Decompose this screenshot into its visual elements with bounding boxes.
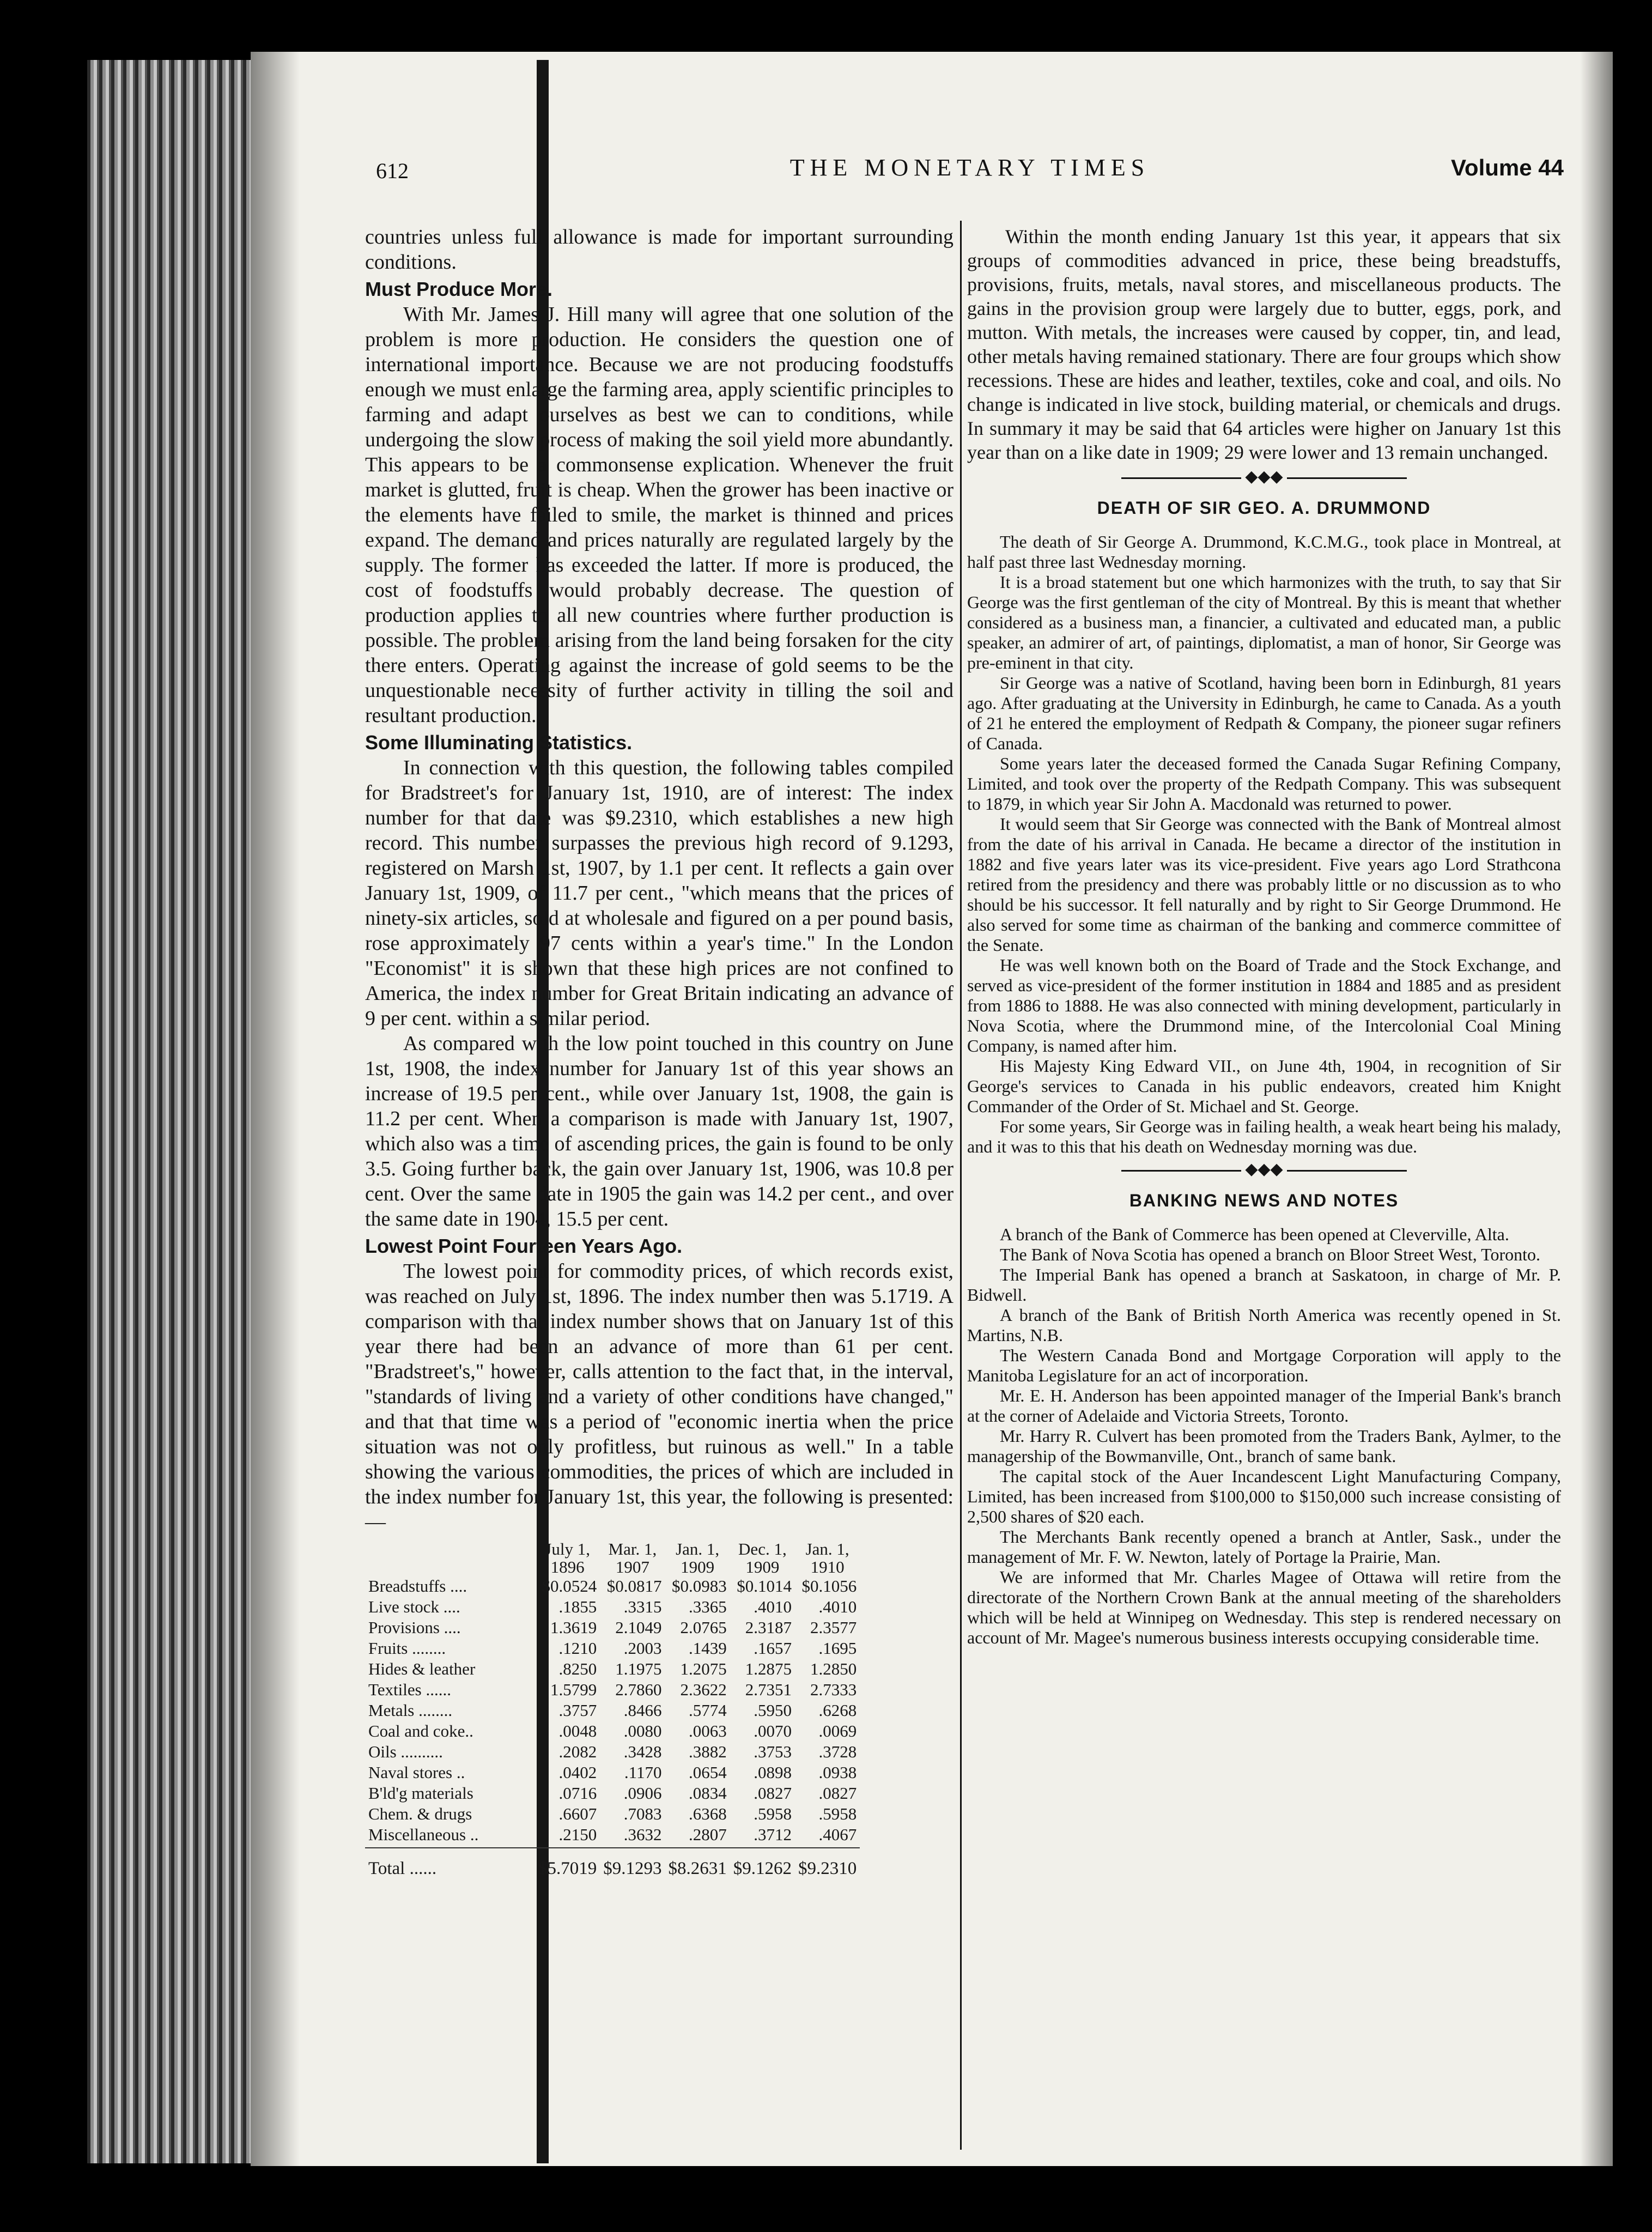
paragraph: The capital stock of the Auer Incandescent Light Manufacturing Company, Limited, has been increased from $100,000 to $150,000 such increase consisting of 2,500 shares of $20 each. — [967, 1466, 1561, 1526]
table-cell: 1.3619 — [550, 1618, 597, 1637]
table-cell: .2150 — [558, 1825, 597, 1844]
paragraph: Mr. E. H. Anderson has been appointed manager of the Imperial Bank's branch at the corner of Adelaide and Victoria Streets, Toronto. — [967, 1386, 1561, 1426]
paragraph: Within the month ending January 1st this year, it appears that six groups of commodities advanced in price, these being breadstuffs, provisions, fruits, metals, naval stores, and miscellaneous products. The gains in the provision group were largely due to butter, eggs, pork, and mutton. With metals, the increases were caused by copper, tin, and lead, other metals having remained stationary. There are four groups which show recessions. These are hides and leather, textiles, coke and coal, and oils. No change is indicated in live stock, building material, or chemicals and drugs. In summary it may be said that 64 articles were higher on January 1st this year than on a like date in 1909; 29 were lower and 13 remain unchanged. — [967, 226, 1561, 463]
ornament-divider: ◆◆◆ — [967, 468, 1561, 486]
row-label: Textiles ...... — [368, 1680, 451, 1699]
table-cell: .2003 — [623, 1639, 662, 1658]
table-cell: .0402 — [558, 1763, 597, 1782]
journal-title: THE MONETARY TIMES — [789, 154, 1150, 181]
table-row — [365, 1783, 860, 1804]
paragraph: It would seem that Sir George was connected with the Bank of Montreal almost from the date of his arrival in Canada. He became a director of the institution in 1882 and five years later was its vice-president. Five years ago Lord Strathcona retired from the presidency and there was probably little or no discussion as to who should be his successor. It fell naturally and by right to Sir George Drummond. He also served for some time as chairman of the banking and commerce committee of the Senate. — [967, 814, 1561, 955]
table-cell: .3315 — [623, 1597, 662, 1616]
volume-label: Volume 44 — [1451, 155, 1564, 180]
table-cell: .3753 — [754, 1742, 792, 1761]
table-cell: .5774 — [689, 1701, 727, 1720]
table-cell: $0.0983 — [672, 1576, 727, 1596]
table-cell: .2082 — [558, 1742, 597, 1761]
table-cell: .0938 — [818, 1763, 857, 1782]
section-heading-death: DEATH OF SIR GEO. A. DRUMMOND — [1097, 498, 1431, 518]
table-cell: .7083 — [623, 1804, 662, 1823]
table-cell: .6607 — [558, 1804, 597, 1823]
table-cell: .1695 — [818, 1639, 857, 1658]
table-cell: .0827 — [818, 1784, 857, 1803]
paragraph: Some years later the deceased formed the Canada Sugar Refining Company, Limited, and took over the property of the Redpath Company. This was subsequent to 1879, in which year Sir John A. Macdonald was returned to power. — [967, 754, 1561, 814]
row-label: Miscellaneous .. — [368, 1825, 479, 1844]
paragraph: Mr. Harry R. Culvert has been promoted from the Traders Bank, Aylmer, to the managership of the Bowmanville, Ont., branch of same bank. — [967, 1426, 1561, 1466]
row-label: Hides & leather — [368, 1659, 476, 1678]
table-cell: .0898 — [754, 1763, 792, 1782]
table-row — [365, 1679, 860, 1700]
left-column — [365, 225, 953, 1879]
table-cell: .1855 — [558, 1597, 597, 1616]
table-cell: 1.2075 — [680, 1659, 727, 1678]
table-cell: .6268 — [818, 1701, 857, 1720]
paragraph: We are informed that Mr. Charles Magee of Ottawa will retire from the directorate of the Northern Crown Bank at the annual meeting of the shareholders which will be held at Winnipeg on Wednesday. This step is rendered necessary on account of Mr. Magee's numerous business interests occupying considerable time. — [967, 1567, 1561, 1647]
table-row — [365, 1742, 860, 1762]
table-cell: .1439 — [689, 1639, 727, 1658]
paragraph: Sir George was a native of Scotland, having been born in Edinburgh, 81 years ago. After graduating at the University in Edinburgh, he came to Canada. As a youth of 21 he entered the employment of Redpath & Company, the pioneer sugar refiners of Canada. — [967, 673, 1561, 753]
paragraph: The death of Sir George A. Drummond, K.C.M.G., took place in Montreal, at half past three last Wednesday morning. — [967, 532, 1561, 572]
paragraph: A branch of the Bank of British North America was recently opened in St. Martins, N.B. — [967, 1305, 1561, 1345]
table-cell: .3712 — [754, 1825, 792, 1844]
subheading: Lowest Point Fourteen Years Ago. — [365, 1235, 683, 1257]
table-cell: 2.3577 — [810, 1618, 857, 1637]
table-cell: 1.2875 — [745, 1659, 792, 1678]
table-row — [365, 1762, 860, 1783]
film-mark — [1569, 0, 1584, 32]
table-cell: $0.0817 — [606, 1576, 662, 1596]
paragraph: As compared with the low point touched in this country on June 1st, 1908, the index number for January 1st of this year shows an increase of 19.5 per cent., while over January 1st, 1908, the gain is 11.2 per cent. When a comparison is made with January 1st, 1907, which also was a time of ascending prices, the gain is found to be only 3.5. Going further back, the gain over January 1st, 1906, was 10.8 per cent. Over the same date in 1905 the gain was 14.2 per cent., and over the same date in 1904, 15.5 per cent. — [365, 1032, 953, 1230]
paragraph: The Imperial Bank has opened a branch at Saskatoon, in charge of Mr. P. Bidwell. — [967, 1265, 1561, 1305]
table-cell: .2807 — [689, 1825, 727, 1844]
page-header — [376, 153, 1564, 191]
death-article — [967, 532, 1561, 1157]
table-cell: .3365 — [689, 1597, 727, 1616]
table-cell: .3757 — [558, 1701, 597, 1720]
table-row — [365, 1721, 860, 1742]
paragraph: His Majesty King Edward VII., on June 4th, 1904, in recognition of Sir George's services to Canada in his public endeavors, created him Knight Commander of the Order of St. Michael and St. George. — [967, 1056, 1561, 1116]
subheading: Some Illuminating Statistics. — [365, 731, 633, 754]
table-cell: 2.7333 — [810, 1680, 857, 1699]
table-cell: .3882 — [689, 1742, 727, 1761]
section-heading-banking: BANKING NEWS AND NOTES — [1129, 1191, 1399, 1210]
row-label: Total ...... — [368, 1859, 437, 1878]
table-cell: .8466 — [623, 1701, 662, 1720]
table-cell: $0.1056 — [801, 1576, 857, 1596]
paragraph: The Bank of Nova Scotia has opened a branch on Bloor Street West, Toronto. — [1000, 1245, 1540, 1264]
commodity-index-table — [365, 1540, 860, 1879]
table-cell: .6368 — [689, 1804, 727, 1823]
row-label: Chem. & drugs — [368, 1804, 472, 1823]
table-cell: .5958 — [818, 1804, 857, 1823]
table-row — [365, 1638, 860, 1659]
table-cell: .5958 — [754, 1804, 792, 1823]
table-cell: .8250 — [558, 1659, 597, 1678]
table-row — [365, 1597, 860, 1617]
table-cell: $9.1293 — [603, 1859, 662, 1878]
table-row — [365, 1576, 860, 1597]
table-header-cell: Jan. 1, 1910 — [805, 1539, 849, 1576]
paragraph: The lowest point for commodity prices, of which records exist, was reached on July 1st, 1896. The index number then was 5.1719. A comparison with that index number shows that on January 1st of this year there had been an advance of more than 61 per cent. "Bradstreet's," however, calls attention to the fact that, in the interval, "standards of living and a variety of other conditions have changed," and that that time was a period of "economic inertia when the price situation was not only profitless, but ruinous as well." In a table showing the various commodities, the prices of which are included in the index number for January 1st, this year, the following is presented:— — [365, 1260, 953, 1533]
table-header-cell: July 1, 1896 — [545, 1539, 590, 1576]
table-cell: 2.3622 — [680, 1680, 727, 1699]
row-label: Naval stores .. — [368, 1763, 465, 1782]
right-column — [967, 225, 1561, 1648]
paragraph: With Mr. James J. Hill many will agree that one solution of the problem is more production. He considers the question one of international importance. Because we are not producing foodstuffs enough we must enlarge the farming area, apply scientific principles to farming and adapt ourselves as best we can to conditions, while undergoing the slow process of making the soil yield more abundantly. This appears to be a commonsense explication. Whenever the fruit market is glutted, fruit is cheap. When the grower has been inactive or the elements have failed to smile, the market is thinned and prices expand. The demand and prices naturally are regulated largely by the supply. The former has exceeded the latter. If more is produced, the cost of foodstuffs would probably decrease. The question of production applies to all new countries where further production is possible. The problem arising from the land being forsaken for the city there enters. Operating against the increase of gold seems to be the unquestionable necessity of further activity in tilling the soil and resultant production. — [365, 303, 953, 727]
row-label: Breadstuffs .... — [368, 1576, 467, 1596]
table-cell: .1210 — [558, 1639, 597, 1658]
book-spine-edge — [87, 60, 256, 2163]
table-row — [365, 1804, 860, 1824]
table-cell: .4010 — [754, 1597, 792, 1616]
subheading: Must Produce More. — [365, 278, 553, 300]
table-body — [365, 1576, 860, 1879]
table-cell: .1170 — [624, 1763, 662, 1782]
banking-notes — [967, 1224, 1561, 1648]
row-label: Live stock .... — [368, 1597, 460, 1616]
table-cell: .3632 — [623, 1825, 662, 1844]
paragraph: In connection with this question, the following tables compiled for Bradstreet's for January 1st, 1910, are of interest: The index number for that date was $9.2310, which establishes a new high record. This number surpasses the previous high record of 9.1293, registered on Marsh 1st, 1907, by 1.1 per cent. It reflects a gain over January 1st, 1909, of 11.7 per cent., "which means that the prices of ninety-six articles, sold at wholesale and figured on a per pound basis, rose approximately 97 cents within a year's time." In the London "Economist" it is shown that these high prices are not confined to America, the index number for Great Britain indicating an advance of 9 per cent. within a similar period. — [365, 756, 953, 1030]
film-mark — [1545, 0, 1560, 32]
table-header-cell — [365, 1540, 535, 1576]
page-number: 612 — [376, 159, 409, 183]
table-cell: .4067 — [818, 1825, 857, 1844]
table-cell: .0070 — [754, 1721, 792, 1740]
paragraph: The Merchants Bank recently opened a branch at Antler, Sask., under the management of Mr. F. W. Newton, lately of Portage la Prairie, Man. — [967, 1527, 1561, 1567]
table-header-cell: Mar. 1, 1907 — [608, 1539, 657, 1576]
table-cell: $9.1262 — [733, 1859, 792, 1878]
table-cell: .0827 — [754, 1784, 792, 1803]
table-row — [365, 1824, 860, 1845]
table-cell: .1657 — [754, 1639, 792, 1658]
paragraph: For some years, Sir George was in failing health, a weak heart being his malady, and it was to this that his death on Wednesday morning was due. — [967, 1117, 1561, 1156]
table-cell: .4010 — [818, 1597, 857, 1616]
table-total-row — [365, 1848, 860, 1879]
gutter-shadow — [251, 52, 300, 2166]
table-cell: 1.2850 — [810, 1659, 857, 1678]
table-cell: 2.0765 — [680, 1618, 727, 1637]
table-cell: .0906 — [623, 1784, 662, 1803]
table-cell: .5950 — [754, 1701, 792, 1720]
table-cell: .0048 — [558, 1721, 597, 1740]
table-row — [365, 1700, 860, 1721]
table-cell: .0063 — [689, 1721, 727, 1740]
table-cell: 1.1975 — [615, 1659, 662, 1678]
row-label: Provisions .... — [368, 1618, 461, 1637]
table-row — [365, 1617, 860, 1638]
table-header-cell: Dec. 1, 1909 — [738, 1539, 787, 1576]
table-cell: .0716 — [558, 1784, 597, 1803]
paragraph: He was well known both on the Board of Trade and the Stock Exchange, and served as vice-president of the former institution in 1884 and 1885 and as president from 1886 to 1888. He was also connected with mining development, particularly in Nova Scotia, where the Drummond mine, of the Intercolonial Coal Mining Company, is named after him. — [967, 955, 1561, 1056]
table-cell: 2.7860 — [615, 1680, 662, 1699]
paragraph: A branch of the Bank of Commerce has been opened at Cleverville, Alta. — [1000, 1224, 1509, 1244]
ornament-divider: ◆◆◆ — [967, 1160, 1561, 1179]
table-cell: 2.1049 — [615, 1618, 662, 1637]
table-cell: $9.2310 — [798, 1859, 857, 1878]
table-cell: .3428 — [623, 1742, 662, 1761]
row-label: Metals ........ — [368, 1701, 453, 1720]
table-cell: .0069 — [818, 1721, 857, 1740]
table-cell: .0654 — [689, 1763, 727, 1782]
table-cell: .0834 — [689, 1784, 727, 1803]
row-label: Coal and coke.. — [368, 1721, 473, 1740]
page-edge-shadow — [1580, 52, 1618, 2166]
table-header-row — [365, 1540, 860, 1576]
table-row — [365, 1659, 860, 1679]
table-cell: $8.2631 — [668, 1859, 727, 1878]
table-cell: $5.7019 — [538, 1859, 597, 1878]
row-label: Oils .......... — [368, 1742, 443, 1761]
table-cell: 1.5799 — [550, 1680, 597, 1699]
table-cell: .0080 — [623, 1721, 662, 1740]
paragraph: countries unless full allowance is made for important surrounding conditions. — [365, 226, 953, 274]
table-cell: 2.3187 — [745, 1618, 792, 1637]
table-cell: .3728 — [818, 1742, 857, 1761]
paragraph: The Western Canada Bond and Mortgage Corporation will apply to the Manitoba Legislature for an act of incorporation. — [967, 1345, 1561, 1385]
table-header-cell: Jan. 1, 1909 — [676, 1539, 720, 1576]
table-cell: $0.0524 — [542, 1576, 597, 1596]
table-cell: 2.7351 — [745, 1680, 792, 1699]
row-label: Fruits ........ — [368, 1639, 446, 1658]
paragraph: It is a broad statement but one which harmonizes with the truth, to say that Sir George was the first gentleman of the city of Montreal. By this is meant that whether considered as a business man, a financier, a cultivated and educated man, a public speaker, an admirer of art, of paintings, diplomatist, a man of honor, Sir George was pre-eminent in that city. — [967, 572, 1561, 672]
column-rule — [960, 221, 962, 2150]
row-label: B'ld'g materials — [368, 1784, 473, 1803]
table-cell: $0.1014 — [737, 1576, 792, 1596]
